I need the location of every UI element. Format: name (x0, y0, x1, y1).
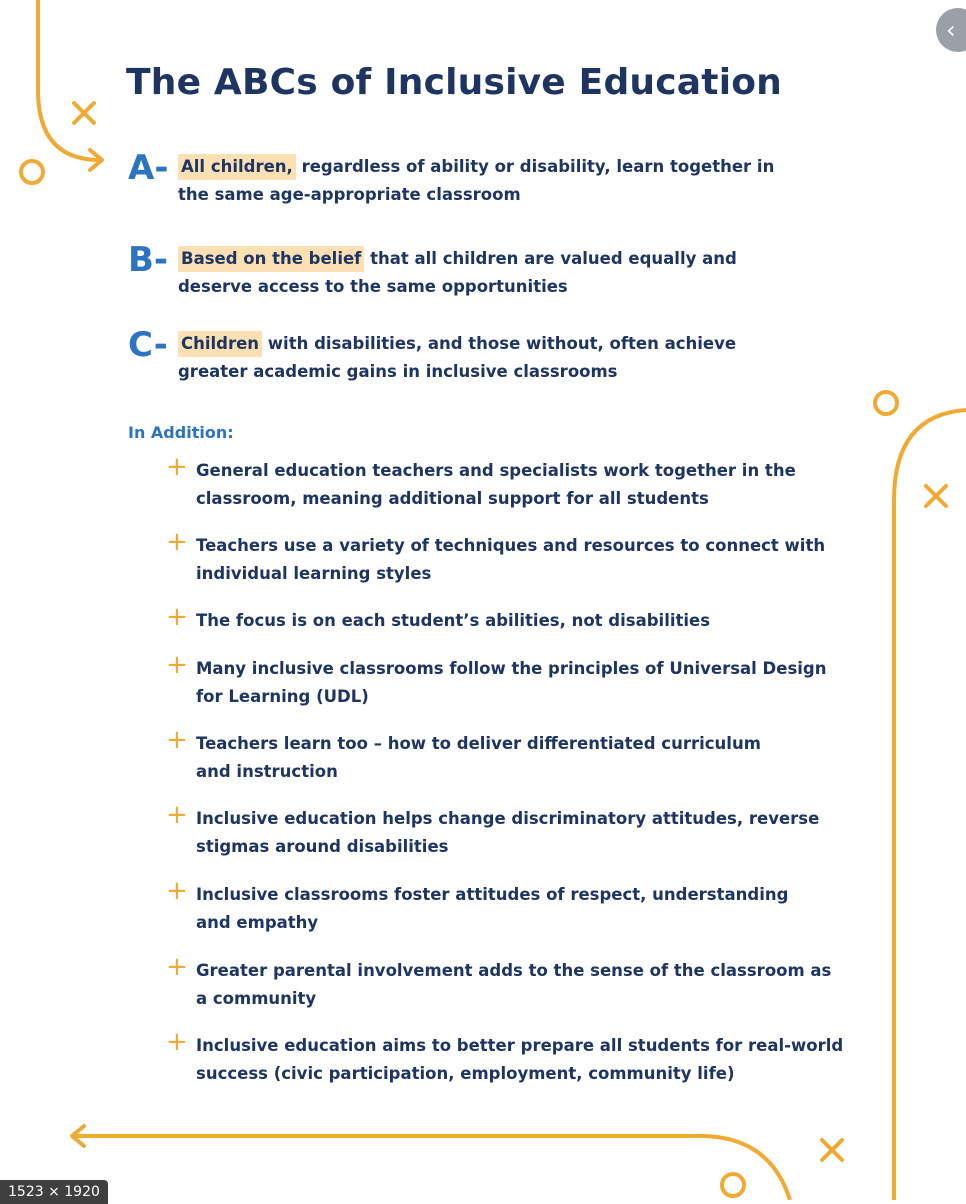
right-circle (875, 392, 897, 414)
list-item-line-1: Inclusive education helps change discriminatory attitudes, reverse (196, 809, 820, 828)
abc-letter: A- (128, 148, 169, 188)
top-left-circle (21, 161, 43, 183)
list-item-line-1: Greater parental involvement adds to the sense of the classroom as (196, 961, 832, 980)
abc-text: regardless of ability or disability, learn together in (295, 157, 775, 176)
list-item-line-1: Teachers learn too – how to deliver differentiated curriculum (196, 734, 761, 753)
right-x-mark (926, 486, 946, 506)
bottom-curve-line (72, 1136, 790, 1200)
list-item-line-2: success (civic participation, employment, community life) (196, 1064, 735, 1083)
list-item-line-1: The focus is on each student’s abilities, not disabilities (196, 611, 711, 630)
right-curve-line (894, 410, 966, 1200)
list-item-line-2: and instruction (196, 762, 338, 781)
page-title: The ABCs of Inclusive Education (126, 62, 782, 103)
abc-line-1 (178, 248, 737, 270)
plus-icon: + (166, 952, 188, 982)
list-item-line-2: classroom, meaning additional support for all students (196, 489, 709, 508)
list-item-line-2: stigmas around disabilities (196, 837, 449, 856)
abc-line-2: the same age-appropriate classroom (178, 185, 521, 204)
bottom-x-mark (822, 1140, 842, 1160)
abc-letter: C- (128, 325, 168, 365)
plus-icon: + (166, 725, 188, 755)
plus-icon: + (166, 650, 188, 680)
plus-icon: + (166, 1027, 188, 1057)
list-item-line-1: Many inclusive classrooms follow the principles of Universal Design (196, 659, 827, 678)
list-item-line-1: Inclusive classrooms foster attitudes of respect, understanding (196, 885, 789, 904)
top-left-x-mark (74, 103, 94, 123)
plus-icon: + (166, 527, 188, 557)
abc-line-2: greater academic gains in inclusive classrooms (178, 362, 618, 381)
abc-line-2: deserve access to the same opportunities (178, 277, 568, 296)
plus-icon: + (166, 452, 188, 482)
in-addition-heading: In Addition: (128, 423, 234, 442)
image-size-badge: 1523 × 1920 (0, 1180, 108, 1204)
plus-icon: + (166, 602, 188, 632)
plus-icon: + (166, 800, 188, 830)
list-item-line-1: Inclusive education aims to better prepare all students for real-world (196, 1036, 844, 1055)
abc-highlight: Children (178, 331, 262, 357)
list-item-line-1: Teachers use a variety of techniques and resources to connect with (196, 536, 826, 555)
abc-highlight: All children, (178, 154, 296, 180)
abc-text: with disabilities, and those without, often achieve (262, 334, 737, 353)
list-item-line-1: General education teachers and specialists work together in the (196, 461, 796, 480)
list-item-line-2: and empathy (196, 913, 319, 932)
abc-highlight: Based on the belief (178, 246, 364, 272)
plus-icon: + (166, 876, 188, 906)
list-item-line-2: for Learning (UDL) (196, 687, 369, 706)
top-left-curve-line (38, 0, 100, 160)
abc-text: that all children are valued equally and (364, 249, 737, 268)
chevron-left-icon: ‹ (946, 16, 956, 44)
abc-line-1 (178, 156, 774, 178)
list-item-line-2: a community (196, 989, 317, 1008)
list-item-line-2: individual learning styles (196, 564, 432, 583)
abc-line-1 (178, 333, 736, 355)
abc-letter: B- (128, 240, 169, 280)
bottom-circle (722, 1174, 744, 1196)
